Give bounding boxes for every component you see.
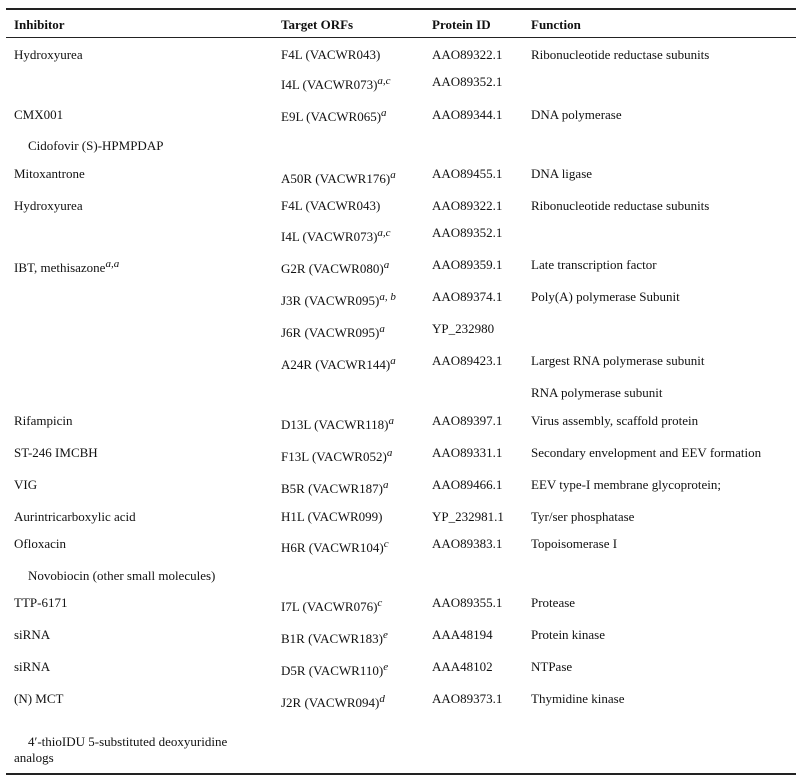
bottom-rule (6, 773, 796, 775)
footnote-marker: a (383, 259, 390, 271)
header-target-orfs: Target ORFs (281, 17, 354, 32)
footnote-marker: c (377, 597, 383, 609)
cell-inhibitor: Mitoxantrone (14, 166, 85, 181)
cell-orf: B1R (VACWR183)$^e$ (281, 629, 388, 646)
cell-function: Topoisomerase I (531, 536, 618, 551)
cell-inhibitor: Ofloxacin (14, 536, 66, 551)
cell-protein-id: AAO89322.1 (432, 198, 503, 213)
footnote-marker: e (383, 661, 389, 673)
cell-inhibitor: Cidofovir (S)-HPMPDAP (28, 138, 164, 153)
cell-orf: B5R (VACWR187)$^a$ (281, 479, 389, 496)
cell-protein-id: AAO89355.1 (432, 595, 503, 610)
header-protein-id: Protein ID (432, 17, 491, 32)
cell-function: Secondary envelopment and EEV formation (531, 445, 762, 460)
footnote-marker: a (388, 415, 394, 427)
cell-inhibitor: Hydroxyurea (14, 47, 83, 62)
footnote-marker: a (390, 169, 396, 181)
cell-protein-id: AAO89359.1 (432, 257, 503, 272)
cell-function: Thymidine kinase (531, 691, 625, 706)
cell-function: Poly(A) polymerase Subunit (531, 289, 680, 304)
cell-inhibitor: Aurintricarboxylic acid (14, 509, 136, 524)
footnote-marker: a,c (377, 75, 391, 87)
cell-orf: J2R (VACWR094)$^d$ (281, 693, 385, 710)
cell-orf: I4L (VACWR073)$^{a,c}$ (281, 75, 391, 92)
cell-orf: G2R (VACWR080)$^a$ (281, 259, 390, 276)
cell-orf: J3R (VACWR095)$^{a, b}$ (281, 291, 396, 308)
cell-function: DNA ligase (531, 166, 593, 181)
cell-orf: D13L (VACWR118)$^a$ (281, 415, 394, 432)
cell-function: Late transcription factor (531, 257, 657, 272)
cell-protein-id: AAO89322.1 (432, 47, 503, 62)
cell-protein-id: AAO89344.1 (432, 107, 503, 122)
cell-protein-id: AAO89383.1 (432, 536, 503, 551)
cell-inhibitor: Novobiocin (other small molecules) (28, 568, 216, 583)
cell-inhibitor: IBT, methisazone$^{a,a}$ (14, 258, 120, 275)
cell-orf: I4L (VACWR073)$^{a,c}$ (281, 227, 391, 244)
cell-orf: E9L (VACWR065)$^a$ (281, 107, 387, 124)
cell-protein-id: AAO89331.1 (432, 445, 503, 460)
footnote-marker: a,a (105, 258, 120, 270)
cell-protein-id: AAO89397.1 (432, 413, 503, 428)
cell-inhibitor-line2: analogs (14, 750, 54, 765)
header-rule (6, 37, 796, 38)
cell-orf: A24R (VACWR144)$^a$ (281, 355, 396, 372)
footnote-marker: d (379, 693, 385, 705)
top-rule (6, 8, 796, 10)
cell-inhibitor: Rifampicin (14, 413, 73, 428)
cell-orf: F4L (VACWR043) (281, 47, 381, 62)
cell-function: Protein kinase (531, 627, 606, 642)
footnote-marker: a (386, 447, 393, 459)
cell-inhibitor: Hydroxyurea (14, 198, 83, 213)
cell-inhibitor: siRNA (14, 659, 51, 674)
cell-protein-id: AAO89352.1 (432, 74, 503, 89)
cell-orf: H6R (VACWR104)$^c$ (281, 538, 389, 555)
cell-function: Protease (531, 595, 576, 610)
cell-function: NTPase (531, 659, 573, 674)
cell-function: Virus assembly, scaffold protein (531, 413, 699, 428)
cell-orf: J6R (VACWR095)$^a$ (281, 323, 385, 340)
cell-protein-id: AAA48102 (432, 659, 493, 674)
cell-inhibitor: siRNA (14, 627, 51, 642)
cell-protein-id: AAO89352.1 (432, 225, 503, 240)
footnote-marker: c (383, 538, 389, 550)
cell-protein-id: AAO89423.1 (432, 353, 503, 368)
footnote-marker: a, b (379, 291, 396, 303)
header-inhibitor: Inhibitor (14, 17, 65, 32)
cell-function: RNA polymerase subunit (531, 385, 663, 400)
header-function: Function (531, 17, 581, 32)
cell-orf: F4L (VACWR043) (281, 198, 381, 213)
cell-inhibitor: VIG (14, 477, 38, 492)
footnote-marker: a (381, 107, 387, 119)
cell-protein-id: YP_232981.1 (432, 509, 504, 524)
cell-protein-id: AAO89374.1 (432, 289, 503, 304)
cell-function: EEV type-I membrane glycoprotein; (531, 477, 722, 492)
cell-orf: D5R (VACWR110)$^e$ (281, 661, 389, 678)
cell-inhibitor: ST-246 IMCBH (14, 445, 98, 460)
footnote-marker: e (382, 629, 388, 641)
cell-orf: I7L (VACWR076)$^c$ (281, 597, 383, 614)
cell-inhibitor: CMX001 (14, 107, 64, 122)
footnote-marker: a,c (377, 227, 391, 239)
cell-orf: H1L (VACWR099) (281, 509, 383, 524)
footnote-marker: a (390, 355, 396, 367)
cell-orf: A50R (VACWR176)$^a$ (281, 169, 396, 186)
cell-protein-id: AAO89466.1 (432, 477, 503, 492)
cell-function: Tyr/ser phosphatase (531, 509, 635, 524)
cell-function: Ribonucleotide reductase subunits (531, 47, 710, 62)
footnote-marker: a (379, 323, 385, 335)
cell-protein-id: AAA48194 (432, 627, 493, 642)
cell-function: DNA polymerase (531, 107, 622, 122)
cell-function: Largest RNA polymerase subunit (531, 353, 705, 368)
cell-inhibitor: (N) MCT (14, 691, 64, 706)
cell-orf: F13L (VACWR052)$^a$ (281, 447, 393, 464)
cell-protein-id: AAO89455.1 (432, 166, 503, 181)
cell-protein-id: AAO89373.1 (432, 691, 503, 706)
footnote-marker: a (382, 479, 389, 491)
cell-protein-id: YP_232980 (432, 321, 495, 336)
cell-inhibitor-line1: 4′-thioIDU 5-substituted deoxyuridine (28, 734, 228, 749)
cell-function: Ribonucleotide reductase subunits (531, 198, 710, 213)
cell-inhibitor: TTP-6171 (14, 595, 68, 610)
